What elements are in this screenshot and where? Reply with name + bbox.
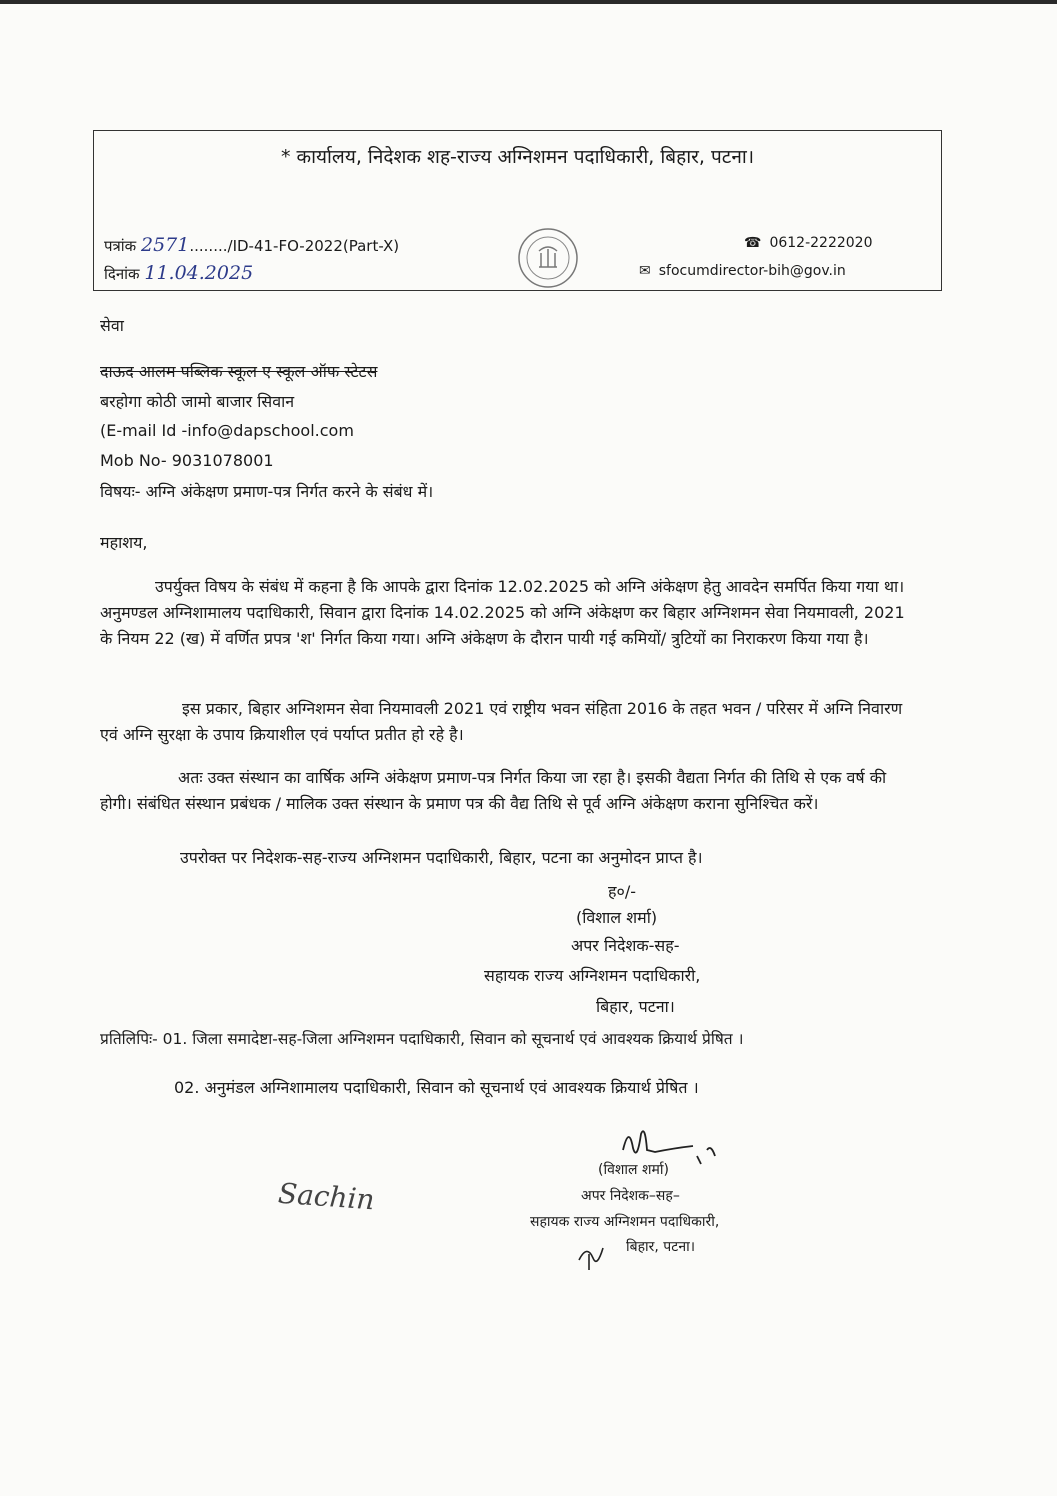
date-label: दिनांक — [104, 265, 140, 283]
signatory-designation-2: सहायक राज्य अग्निशमन पदाधिकारी, — [484, 966, 701, 985]
phone-icon: ☎ — [744, 235, 762, 251]
recipient-address: बरहोगा कोठी जामो बाजार सिवान — [100, 392, 295, 411]
approval-line: उपरोक्त पर निदेशक-सह-राज्य अग्निशमन पदाधिकारी, बिहार, पटना का अनुमोदन प्राप्त है। — [180, 848, 703, 867]
email-line — [639, 263, 846, 279]
ref-number: 2571 — [141, 234, 190, 256]
signatory2-designation-1: अपर निदेशक–सह– — [581, 1188, 680, 1204]
reference-line — [104, 234, 399, 256]
emblem-seal-icon — [517, 227, 579, 289]
copy-1: प्रतिलिपिः- 01. जिला समादेष्टा-सह-जिला अग्निशमन पदाधिकारी, सिवान को सूचनार्थ एवं आवश्यक क्रियार्थ प्रेषित । — [100, 1030, 744, 1048]
paragraph-1: उपर्युक्त विषय के संबंध में कहना है कि आपके द्वारा दिनांक 12.02.2025 को अग्नि अंकेक्षण हेतु आवदेन समर्पित किया गया था। अनुमण्डल अग्निशामालय पदाधिकारी, सिवान द्वारा दिनांक 14.02.2025 को अग्नि अंकेक्षण कर बिहार अग्निशमन सेवा नियमावली, 2021 के नियम 22 (ख) में वर्णित प्रपत्र 'श' निर्गत किया गया। अग्नि अंकेक्षण के दौरान पायी गई कमियों/ त्रुटियों का निराकरण किया गया है। — [100, 577, 905, 648]
signatory2-designation-2: सहायक राज्य अग्निशमन पदाधिकारी, — [530, 1214, 720, 1230]
envelope-icon: ✉ — [639, 263, 651, 279]
copy-2: 02. अनुमंडल अग्निशामालय पदाधिकारी, सिवान को सूचनार्थ एवं आवश्यक क्रियार्थ प्रेषित । — [174, 1078, 699, 1097]
signatory2-name: (विशाल शर्मा) — [598, 1162, 669, 1178]
paragraph-3: अतः उक्त संस्थान का वार्षिक अग्नि अंकेक्षण प्रमाण-पत्र निर्गत किया जा रहा है। इसकी वैद्यता निर्गत की तिथि से एक वर्ष की होगी। संबंधित संस्थान प्रबंधक / मालिक उक्त संस्थान के प्रमाण पत्र की वैद्य तिथि से पूर्व अग्नि अंकेक्षण कराना सुनिश्चित करें। — [100, 768, 887, 813]
salutation: सेवा — [100, 316, 124, 335]
ref-label: पत्रांक — [104, 237, 137, 255]
paragraph-2: इस प्रकार, बिहार अग्निशमन सेवा नियमावली 2021 एवं राष्ट्रीय भवन संहिता 2016 के तहत भवन / परिसर में अग्नि निवारण एवं अग्नि सुरक्षा के उपाय क्रियाशील एवं पर्याप्त प्रतीत हो रहे है। — [100, 699, 903, 744]
ref-dots: ........ — [189, 237, 228, 255]
recipient-name: दाऊद आलम पब्लिक स्कूल ए स्कूल ऑफ स्टेटस — [100, 362, 378, 381]
ref-suffix: /ID-41-FO-2022(Part-X) — [227, 237, 400, 255]
recipient-mobile: Mob No- 9031078001 — [100, 451, 274, 470]
office-title: * कार्यालय, निदेशक शह-राज्य अग्निशमन पदाधिकारी, बिहार, पटना। — [280, 146, 755, 168]
date-line — [104, 262, 253, 284]
signed-mark: ह०/- — [608, 882, 636, 901]
handwritten-note: Sachin — [276, 1176, 376, 1217]
scan-edge — [0, 0, 1057, 4]
email-address: sfocumdirector-bih@gov.in — [658, 263, 846, 279]
letterhead — [93, 130, 942, 291]
signatory-location: बिहार, पटना। — [596, 997, 675, 1016]
signatory-designation-1: अपर निदेशक-सह- — [571, 936, 680, 955]
phone-line — [744, 235, 872, 251]
recipient-email: (E-mail Id -info@dapschool.com — [100, 421, 354, 440]
signatory-name: (विशाल शर्मा) — [576, 908, 658, 927]
date-value: 11.04.2025 — [144, 262, 254, 284]
phone-number: 0612-2222020 — [769, 235, 873, 251]
subject-line: विषयः- अग्नि अंकेक्षण प्रमाण-पत्र निर्गत करने के संबंध में। — [100, 482, 434, 501]
initials-mark — [575, 1238, 611, 1272]
greeting: महाशय, — [100, 533, 148, 552]
signatory2-location: बिहार, पटना। — [626, 1239, 696, 1255]
